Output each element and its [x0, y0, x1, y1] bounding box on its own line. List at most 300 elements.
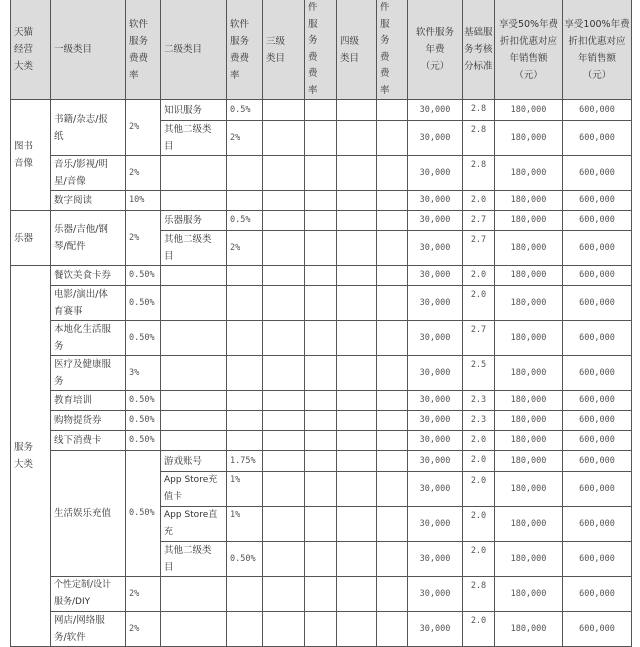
cell-line: 其他二级类: [164, 234, 212, 245]
level4-rate-cell: [377, 286, 408, 321]
annual-fee-cell: 30,000: [408, 156, 463, 191]
header-level1-rate: [126, 0, 161, 100]
header-sales-100: [563, 0, 632, 100]
level4-cell: [337, 286, 377, 321]
header-line: 天猫: [14, 27, 34, 38]
cell-line: 务: [54, 341, 64, 352]
level4-cell: [337, 121, 377, 156]
sales-50-cell: 180,000: [495, 266, 563, 286]
annual-fee-cell: 30,000: [408, 577, 463, 612]
tmall-fee-table: [10, 0, 632, 647]
cell-line: 充: [164, 527, 174, 537]
level1-cell: [51, 286, 126, 321]
annual-fee-cell: 30,000: [408, 191, 463, 211]
score-cell: 2.5: [463, 356, 495, 391]
annual-fee-cell: 30,000: [408, 121, 463, 156]
header-line: 服: [308, 18, 318, 30]
level2-rate-cell: 2%: [227, 231, 263, 266]
level2-rate-cell: 0.5%: [227, 100, 263, 121]
level4-rate-cell: [377, 191, 408, 211]
score-cell: 2.8: [463, 121, 495, 156]
level2-rate-cell: 2%: [227, 121, 263, 156]
level1-rate-cell: 2%: [126, 612, 161, 647]
level4-rate-cell: [377, 391, 408, 411]
table-row: [11, 156, 632, 191]
sales-100-cell: 600,000: [563, 211, 632, 231]
level3-rate-cell: [305, 286, 337, 321]
level2-cell: [161, 542, 227, 577]
header-line: 务考核: [464, 44, 493, 55]
annual-fee-cell: 30,000: [408, 211, 463, 231]
sales-100-cell: 600,000: [563, 431, 632, 451]
level4-cell: [337, 100, 377, 121]
level3-cell: [263, 191, 305, 211]
level3-cell: [263, 411, 305, 431]
sales-50-cell: 180,000: [495, 191, 563, 211]
annual-fee-cell: 30,000: [408, 286, 463, 321]
level3-rate-cell: [305, 411, 337, 431]
sales-100-cell: 600,000: [563, 121, 632, 156]
level1-cell: [51, 577, 126, 612]
sales-50-cell: 180,000: [495, 356, 563, 391]
level3-rate-cell: [305, 100, 337, 121]
header-line: （元）: [514, 69, 543, 81]
level1-rate-cell: 10%: [126, 191, 161, 211]
cell-line: App Store充: [164, 475, 218, 485]
group-line: 大类: [14, 459, 34, 470]
cell-line: 目: [164, 251, 174, 262]
group-cell-instruments: 乐器: [11, 211, 51, 266]
sales-100-cell: 600,000: [563, 286, 632, 321]
annual-fee-cell: 30,000: [408, 542, 463, 577]
level1-rate-cell: 2%: [126, 577, 161, 612]
score-cell: 2.0: [463, 286, 495, 321]
level4-cell: [337, 191, 377, 211]
score-cell: 2.8: [463, 100, 495, 121]
cell-line: 本地化生活服: [54, 324, 112, 335]
level4-cell: [337, 431, 377, 451]
level3-rate-cell: [305, 612, 337, 647]
cell-line: 务/软件: [54, 632, 86, 643]
level3-cell: [263, 577, 305, 612]
header-line: 服: [380, 18, 390, 30]
level2-rate-cell: [227, 577, 263, 612]
score-cell: 2.8: [463, 156, 495, 191]
level1-rate-cell: 2%: [126, 211, 161, 266]
table-row: [11, 356, 632, 391]
level1-cell: [51, 612, 126, 647]
sales-50-cell: 180,000: [495, 121, 563, 156]
header-row: [11, 0, 632, 100]
level1-rate-cell: 0.50%: [126, 411, 161, 431]
level3-cell: [263, 507, 305, 542]
level2-cell: [161, 411, 227, 431]
header-level4-rate: [377, 0, 408, 100]
header-line: 费费: [129, 52, 149, 64]
level3-rate-cell: [305, 431, 337, 451]
sales-100-cell: 600,000: [563, 472, 632, 507]
header-line: （元）: [420, 61, 450, 72]
annual-fee-cell: 30,000: [408, 391, 463, 411]
header-line: 类目: [266, 52, 286, 64]
level4-rate-cell: [377, 411, 408, 431]
level2-rate-cell: [227, 266, 263, 286]
level1-cell: [51, 100, 126, 156]
header-level2-rate: [227, 0, 263, 100]
header-line: 经营: [14, 44, 34, 55]
score-cell: 2.0: [463, 612, 495, 647]
header-line: 大类: [14, 61, 34, 72]
level3-cell: [263, 451, 305, 472]
level2-rate-cell: [227, 156, 263, 191]
header-score-standard: [463, 0, 495, 100]
header-line: 率: [308, 84, 318, 96]
level3-rate-cell: [305, 191, 337, 211]
level3-cell: [263, 321, 305, 356]
sales-50-cell: 180,000: [495, 231, 563, 266]
score-cell: 2.0: [463, 507, 495, 542]
annual-fee-cell: 30,000: [408, 321, 463, 356]
table-row: [11, 451, 632, 472]
level2-cell: [161, 191, 227, 211]
level3-rate-cell: [305, 121, 337, 156]
header-level3: [263, 0, 305, 100]
sales-100-cell: 600,000: [563, 191, 632, 211]
header-line: 基础服: [464, 27, 493, 38]
table-row: [11, 431, 632, 451]
cell-line: 医疗及健康服: [54, 359, 112, 370]
level3-rate-cell: [305, 451, 337, 472]
cell-line: 其他二级类: [164, 545, 212, 556]
header-line: 率: [380, 84, 390, 96]
table-row: [11, 211, 632, 231]
header-line: 软件: [230, 18, 250, 30]
level1-rate-cell: 0.50%: [126, 321, 161, 356]
header-line: 费: [308, 68, 318, 79]
sales-50-cell: 180,000: [495, 577, 563, 612]
level4-rate-cell: [377, 356, 408, 391]
level4-cell: [337, 507, 377, 542]
sales-50-cell: 180,000: [495, 411, 563, 431]
header-line: 服务: [230, 35, 250, 47]
level2-rate-cell: [227, 321, 263, 356]
header-line: 软件服务: [415, 27, 454, 38]
header-line: （元）: [582, 69, 612, 81]
header-tmall-category: [11, 0, 51, 100]
header-line: 服务: [129, 35, 149, 47]
level2-cell: [161, 472, 227, 507]
cell-line: App Store直: [164, 510, 218, 520]
level2-cell: [161, 391, 227, 411]
annual-fee-cell: 30,000: [408, 472, 463, 507]
level2-rate-cell: 1%: [227, 472, 263, 507]
level1-cell: 购物提货券: [51, 411, 126, 431]
level2-rate-cell: 1.75%: [227, 451, 263, 472]
level4-rate-cell: [377, 100, 408, 121]
table-row: [11, 100, 632, 121]
annual-fee-cell: 30,000: [408, 451, 463, 472]
level3-cell: [263, 391, 305, 411]
header-line: 率: [230, 69, 240, 81]
header-line: 务: [380, 35, 390, 46]
level2-cell: 游戏账号: [161, 451, 227, 472]
header-line: 务: [308, 35, 318, 46]
sales-50-cell: 180,000: [495, 286, 563, 321]
level1-rate-cell: 2%: [126, 100, 161, 156]
header-line: 费: [308, 51, 318, 63]
header-level3-rate: [305, 0, 337, 100]
sales-50-cell: 180,000: [495, 472, 563, 507]
level4-cell: [337, 156, 377, 191]
level2-rate-cell: [227, 612, 263, 647]
score-cell: 2.8: [463, 577, 495, 612]
level4-cell: [337, 266, 377, 286]
sales-50-cell: 180,000: [495, 542, 563, 577]
level2-rate-cell: 0.5%: [227, 211, 263, 231]
level3-cell: [263, 211, 305, 231]
group-cell-books: [11, 100, 51, 211]
annual-fee-cell: 30,000: [408, 356, 463, 391]
header-line: 三级: [266, 35, 286, 47]
cell-line: 书籍/杂志/报: [54, 113, 108, 125]
sales-50-cell: 180,000: [495, 507, 563, 542]
level1-cell: [51, 321, 126, 356]
level4-rate-cell: [377, 121, 408, 156]
level4-cell: [337, 542, 377, 577]
sales-100-cell: 600,000: [563, 391, 632, 411]
table-row: [11, 612, 632, 647]
annual-fee-cell: 30,000: [408, 231, 463, 266]
sales-100-cell: 600,000: [563, 266, 632, 286]
level3-rate-cell: [305, 472, 337, 507]
score-cell: 2.3: [463, 391, 495, 411]
sales-50-cell: 180,000: [495, 612, 563, 647]
header-line: 费: [380, 68, 390, 79]
group-line: 音像: [14, 158, 34, 169]
header-level2: 二级类目: [161, 0, 227, 100]
cell-line: 育赛事: [54, 306, 83, 317]
level2-cell: [161, 286, 227, 321]
level4-rate-cell: [377, 507, 408, 542]
level2-rate-cell: 1%: [227, 507, 263, 542]
level3-rate-cell: [305, 231, 337, 266]
cell-line: 务: [54, 376, 64, 387]
level2-rate-cell: [227, 411, 263, 431]
level4-rate-cell: [377, 231, 408, 266]
sales-100-cell: 600,000: [563, 507, 632, 542]
header-line: 分标准: [464, 61, 493, 72]
sales-50-cell: 180,000: [495, 321, 563, 356]
table-row: [11, 286, 632, 321]
level3-cell: [263, 100, 305, 121]
annual-fee-cell: 30,000: [408, 431, 463, 451]
header-line: 享受100%年费: [564, 18, 630, 30]
level1-cell: 生活娱乐充值: [51, 451, 126, 577]
level3-cell: [263, 266, 305, 286]
annual-fee-cell: 30,000: [408, 100, 463, 121]
level4-cell: [337, 451, 377, 472]
fee-table-container: [10, 0, 632, 647]
cell-line: 琴/配件: [54, 241, 86, 252]
level3-rate-cell: [305, 542, 337, 577]
header-line: 年费: [425, 44, 445, 55]
sales-100-cell: 600,000: [563, 411, 632, 431]
level2-cell: [161, 266, 227, 286]
level1-cell: 教育培训: [51, 391, 126, 411]
annual-fee-cell: 30,000: [408, 266, 463, 286]
level2-cell: [161, 612, 227, 647]
level4-rate-cell: [377, 612, 408, 647]
sales-50-cell: 180,000: [495, 451, 563, 472]
header-line: 四级: [340, 35, 360, 47]
cell-line: 服务/DIY: [54, 597, 91, 607]
level1-cell: [51, 211, 126, 266]
cell-line: 纸: [54, 130, 64, 142]
level4-rate-cell: [377, 451, 408, 472]
level1-rate-cell: 3%: [126, 356, 161, 391]
level1-cell: 数字阅读: [51, 191, 126, 211]
level3-rate-cell: [305, 507, 337, 542]
level4-rate-cell: [377, 211, 408, 231]
level4-cell: [337, 612, 377, 647]
level3-cell: [263, 356, 305, 391]
level3-cell: [263, 542, 305, 577]
level3-rate-cell: [305, 266, 337, 286]
header-line: 费: [380, 51, 390, 63]
score-cell: 2.0: [463, 472, 495, 507]
level4-cell: [337, 211, 377, 231]
group-cell-services: [11, 266, 51, 647]
table-row: [11, 266, 632, 286]
sales-50-cell: 180,000: [495, 100, 563, 121]
level1-rate-cell: 0.50%: [126, 431, 161, 451]
cell-line: 目: [164, 141, 174, 152]
annual-fee-cell: 30,000: [408, 411, 463, 431]
cell-line: 网店/网络服: [54, 615, 105, 626]
level3-cell: [263, 156, 305, 191]
level3-cell: [263, 472, 305, 507]
level4-rate-cell: [377, 431, 408, 451]
score-cell: 2.0: [463, 266, 495, 286]
annual-fee-cell: 30,000: [408, 507, 463, 542]
sales-100-cell: 600,000: [563, 321, 632, 356]
level4-cell: [337, 231, 377, 266]
level4-cell: [337, 472, 377, 507]
header-line: 享受50%年费: [498, 18, 559, 30]
cell-line: 电影/演出/体: [54, 289, 108, 300]
level4-rate-cell: [377, 156, 408, 191]
sales-50-cell: 180,000: [495, 391, 563, 411]
level1-cell: 餐饮美食卡券: [51, 266, 126, 286]
group-line: 服务: [14, 442, 34, 453]
level4-cell: [337, 321, 377, 356]
level4-cell: [337, 411, 377, 431]
header-line: 折扣优惠对应: [568, 35, 626, 47]
level2-cell: [161, 321, 227, 356]
level3-cell: [263, 121, 305, 156]
level1-rate-cell: 2%: [126, 156, 161, 191]
header-line: 费费: [230, 52, 250, 64]
level3-rate-cell: [305, 211, 337, 231]
level2-rate-cell: [227, 356, 263, 391]
level4-rate-cell: [377, 321, 408, 356]
score-cell: 2.0: [463, 191, 495, 211]
score-cell: 2.7: [463, 321, 495, 356]
sales-100-cell: 600,000: [563, 356, 632, 391]
header-line: 年销售额: [509, 52, 548, 64]
header-annual-fee: [408, 0, 463, 100]
level2-cell: [161, 356, 227, 391]
level2-cell: [161, 507, 227, 542]
level3-rate-cell: [305, 577, 337, 612]
level4-rate-cell: [377, 472, 408, 507]
cell-line: 个性定制/设计: [54, 580, 112, 590]
table-row: [11, 577, 632, 612]
sales-100-cell: 600,000: [563, 577, 632, 612]
header-level1: 一级类目: [51, 0, 126, 100]
level1-rate-cell: 0.50%: [126, 266, 161, 286]
cell-line: 音乐/影视/明: [54, 159, 108, 170]
header-line: 年销售额: [577, 52, 616, 64]
level3-rate-cell: [305, 356, 337, 391]
level2-rate-cell: [227, 391, 263, 411]
level4-cell: [337, 356, 377, 391]
sales-50-cell: 180,000: [495, 431, 563, 451]
score-cell: 2.0: [463, 431, 495, 451]
level4-cell: [337, 391, 377, 411]
level2-cell: [161, 156, 227, 191]
level3-rate-cell: [305, 156, 337, 191]
level2-cell: [161, 431, 227, 451]
table-row: [11, 321, 632, 356]
level3-cell: [263, 431, 305, 451]
cell-line: 其他二级类: [164, 124, 212, 135]
level1-cell: [51, 356, 126, 391]
cell-line: 值卡: [164, 492, 183, 502]
sales-100-cell: 600,000: [563, 612, 632, 647]
group-line: 图书: [14, 141, 34, 152]
header-sales-50: [495, 0, 563, 100]
score-cell: 2.7: [463, 211, 495, 231]
level1-cell: 线下消费卡: [51, 431, 126, 451]
level2-cell: [161, 231, 227, 266]
header-line: 件: [308, 2, 318, 13]
header-line: 软件: [129, 18, 149, 30]
level1-cell: [51, 156, 126, 191]
table-row: [11, 411, 632, 431]
sales-100-cell: 600,000: [563, 542, 632, 577]
level2-cell: [161, 121, 227, 156]
header-line: 类目: [340, 52, 360, 64]
level1-rate-cell: 0.50%: [126, 391, 161, 411]
cell-line: 目: [164, 562, 174, 573]
cell-line: 星/音像: [54, 176, 86, 187]
level3-rate-cell: [305, 321, 337, 356]
table-row: [11, 391, 632, 411]
header-line: 率: [129, 69, 139, 81]
level3-cell: [263, 231, 305, 266]
level2-rate-cell: [227, 286, 263, 321]
level4-cell: [337, 577, 377, 612]
sales-100-cell: 600,000: [563, 156, 632, 191]
level4-rate-cell: [377, 542, 408, 577]
level2-cell: 知识服务: [161, 100, 227, 121]
level2-cell: [161, 577, 227, 612]
header-line: 件: [380, 2, 390, 13]
level2-rate-cell: [227, 191, 263, 211]
level3-cell: [263, 612, 305, 647]
table-row: [11, 191, 632, 211]
